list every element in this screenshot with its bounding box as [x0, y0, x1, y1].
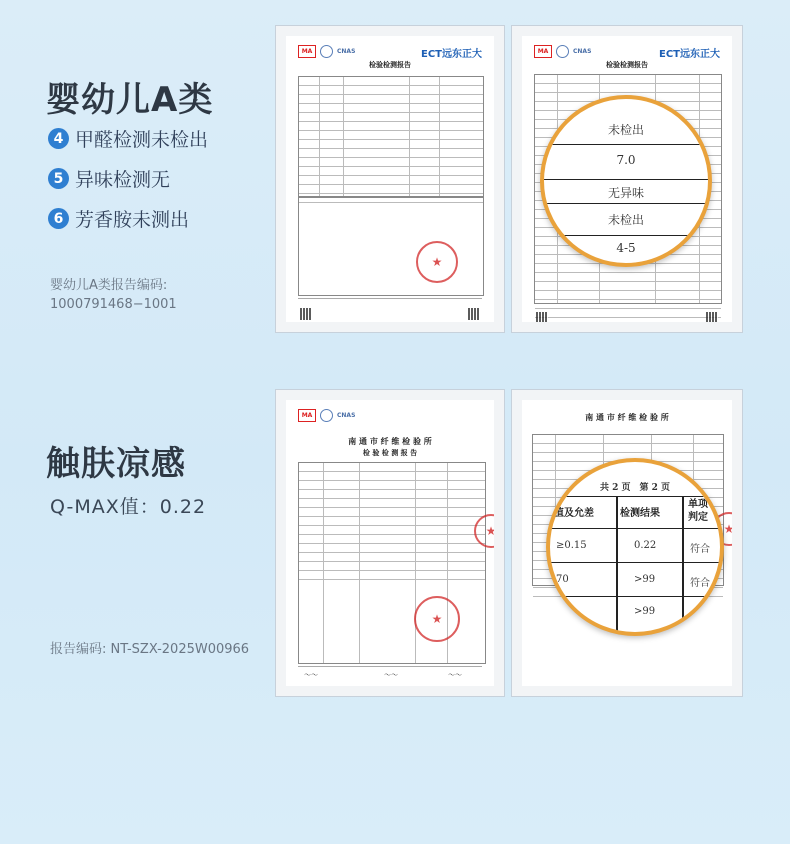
official-seal-stamp [414, 596, 460, 642]
table-row: ≥0.15 0.22 符合 [556, 540, 710, 555]
magnifier-results [540, 95, 712, 267]
signature: ～～ [448, 671, 462, 679]
result-formaldehyde: 未检出 [607, 123, 644, 137]
feature-formaldehyde [48, 125, 208, 152]
page-number: 共 2 页 第 2 页 [599, 483, 671, 493]
ect-brand: ECT远东正大 [421, 49, 482, 60]
qr-code-icon [536, 312, 548, 322]
cnas-logo-icon: CNAS [337, 48, 356, 55]
result-colorfastness: 4-5 [616, 241, 636, 255]
signature: ～～ [384, 671, 398, 679]
report-title: 检验检测报告 [369, 61, 411, 69]
number-badge: 4 [48, 128, 69, 149]
fiber-inspection-report-page-1[interactable] [276, 390, 504, 696]
feature-aromatic-amine [48, 205, 189, 232]
certification-logos [534, 45, 591, 58]
feature-text: 异味检测无 [75, 169, 171, 191]
number-badge: 5 [48, 168, 69, 189]
section-cooling-touch [0, 370, 790, 844]
qr-code-icon [300, 308, 312, 320]
feature-text: 芳香胺未测出 [75, 209, 190, 231]
cma-logo-icon: MA [298, 45, 316, 58]
qr-code-icon [468, 308, 480, 320]
qr-code-icon [706, 312, 718, 322]
table-row: 70 >99 符合 [556, 574, 710, 589]
org-name: 南 通 市 纤 维 检 验 所 [348, 436, 432, 446]
report-table [298, 76, 484, 198]
report-title: 检验检测报告 [606, 61, 648, 69]
report-sheet [286, 400, 494, 686]
certification-logos [298, 409, 355, 422]
official-seal-stamp [416, 241, 458, 283]
result-odor: 无异味 [607, 186, 644, 200]
cma-logo-icon: MA [298, 409, 316, 422]
qmax-value: Q-MAX值：0.22 [50, 496, 207, 518]
cnas-logo-icon: CNAS [337, 412, 356, 419]
org-name: 南 通 市 纤 维 检 验 所 [585, 412, 669, 422]
signature: ～～ [304, 671, 318, 679]
report-remarks-box [298, 196, 484, 296]
ilac-logo-icon [556, 45, 569, 58]
table-header-row: 值及允差 检测结果 单项判定 [554, 499, 708, 523]
report-code: 婴幼儿A类报告编码: 1000791468−1001 [50, 278, 177, 312]
report-title: 检 验 检 测 报 告 [362, 448, 418, 457]
ilac-logo-icon [320, 409, 333, 422]
feature-text: 甲醛检测未检出 [75, 129, 209, 151]
result-aromatic-amine: 未检出 [607, 213, 644, 227]
section-title: 婴幼儿A类 [46, 80, 214, 120]
cnas-logo-icon: CNAS [573, 48, 592, 55]
ilac-logo-icon [320, 45, 333, 58]
result-ph: 7.0 [616, 153, 636, 167]
ect-brand: ECT远东正大 [659, 49, 720, 60]
certification-logos [298, 45, 355, 58]
table-row: >99 [634, 606, 656, 617]
cma-logo-icon: MA [534, 45, 552, 58]
report-code: 报告编码: NT-SZX-2025W00966 [50, 642, 250, 657]
report-table [298, 462, 486, 664]
report-sheet [286, 36, 494, 322]
test-report-page-1[interactable] [276, 26, 504, 332]
section-infant-class-a [0, 0, 790, 360]
section-title: 触肤凉感 [46, 444, 186, 484]
feature-odor [48, 165, 170, 192]
magnifier-results [546, 458, 724, 636]
number-badge: 6 [48, 208, 69, 229]
